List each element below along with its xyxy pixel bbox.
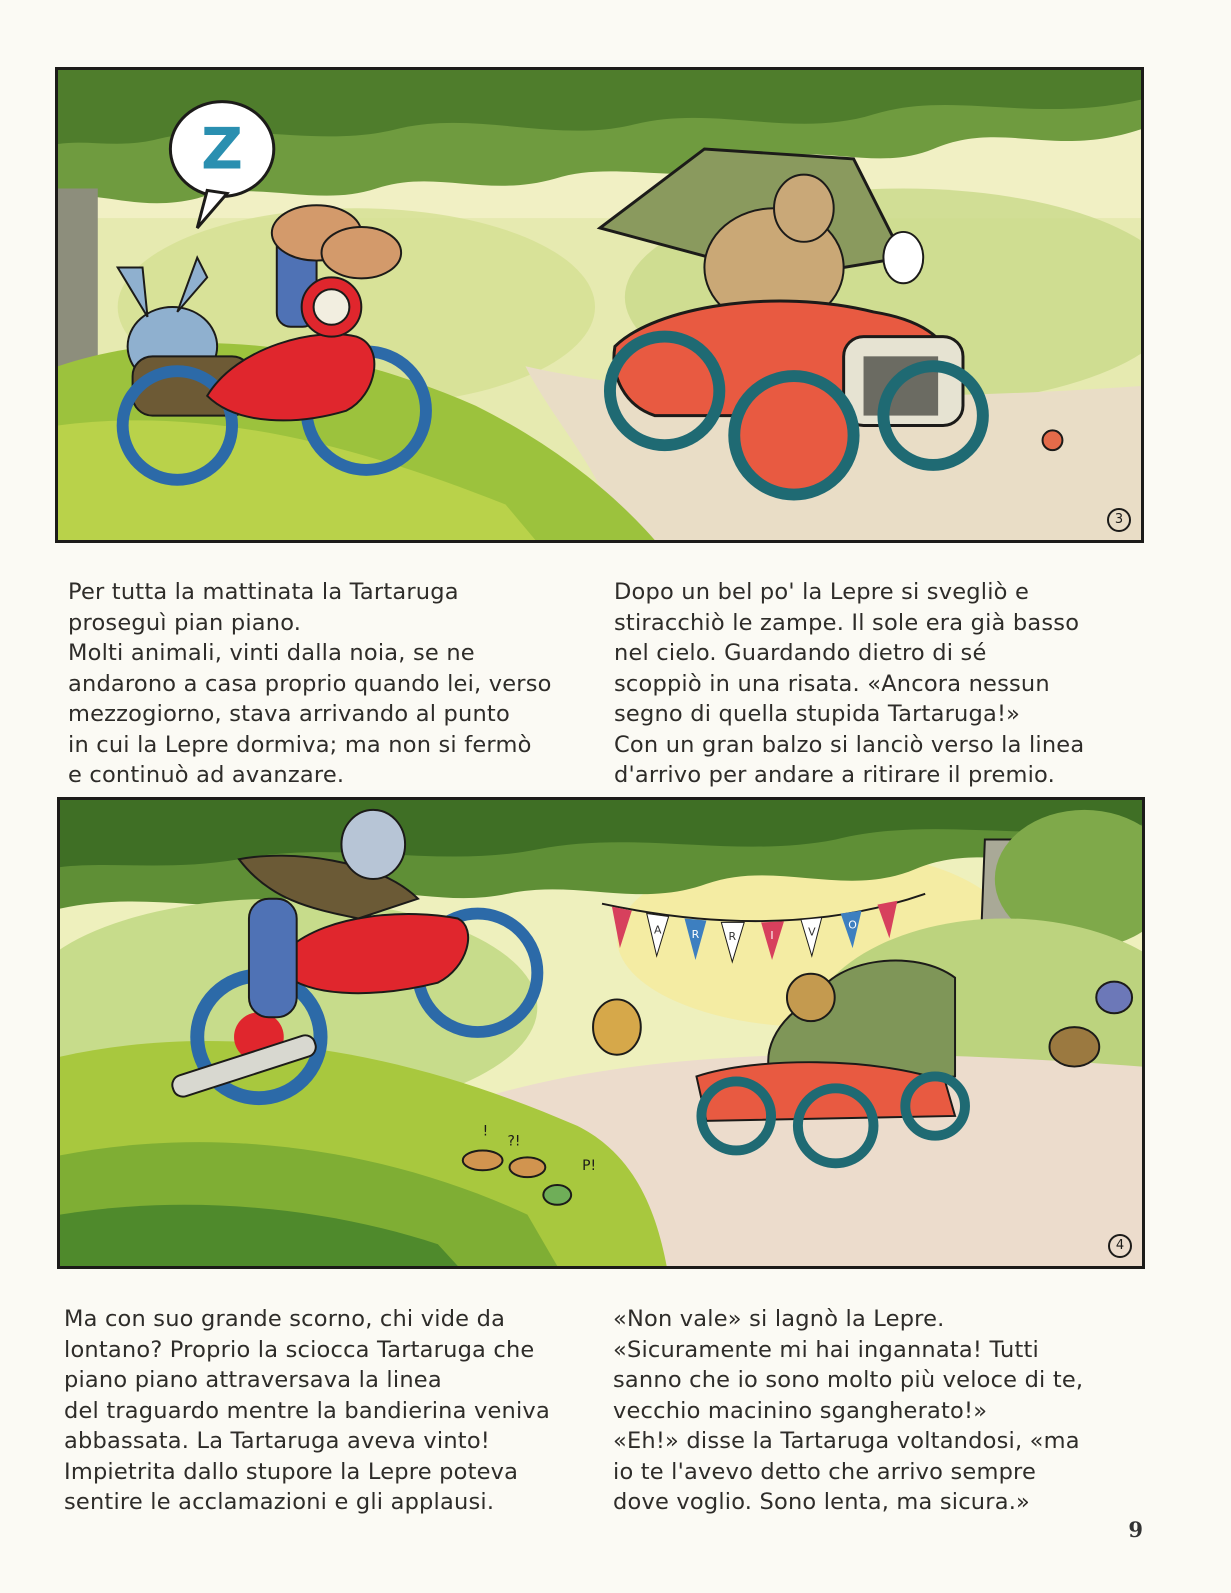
comic-panel-3 — [55, 67, 1144, 543]
critter-exclamation: ?! — [507, 1133, 521, 1150]
critter-exclamation: P! — [582, 1158, 597, 1175]
banner-letter: R — [691, 928, 700, 942]
panel-4-illustration — [60, 800, 1142, 1266]
text-line: dove voglio. Sono lenta, ma sicura.» — [613, 1489, 1031, 1515]
text-line: in cui la Lepre dormiva; ma non si fermò — [68, 731, 532, 758]
text-line: abbassata. La Tartaruga aveva vinto! — [64, 1428, 490, 1454]
speech-bubble-text: Z — [201, 115, 244, 183]
banner-letter: A — [653, 923, 662, 937]
text-line: Dopo un bel po' la Lepre si svegliò e — [614, 579, 1030, 605]
comic-panel-4 — [57, 797, 1145, 1269]
text-line: lontano? Proprio la sciocca Tartaruga che — [64, 1336, 535, 1363]
text-line: sentire le acclamazioni e gli applausi. — [64, 1489, 495, 1515]
banner-letter: I — [770, 929, 774, 943]
text-line: proseguì pian piano. — [68, 609, 302, 636]
text-line: stiracchiò le zampe. Il sole era già basso — [614, 609, 1080, 636]
text-line: Ma con suo grande scorno, chi vide da — [64, 1306, 506, 1332]
banner-letter: V — [808, 925, 816, 939]
text-line: sanno che io sono molto più veloce di te, — [613, 1367, 1084, 1393]
text-line: mezzogiorno, stava arrivando al punto — [68, 701, 510, 727]
text-line: «Non vale» si lagnò la Lepre. — [613, 1306, 945, 1332]
text-line: Molti animali, vinti dalla noia, se ne — [68, 640, 475, 666]
text-line: Con un gran balzo si lanciò verso la linea — [614, 731, 1085, 758]
banner-letter: O — [848, 918, 857, 932]
page-number: 9 — [1128, 1517, 1143, 1542]
text-line: del traguardo mentre la bandierina veniva — [64, 1397, 550, 1424]
text-line: Per tutta la mattinata la Tartaruga — [68, 579, 459, 605]
story-text-right-1 — [614, 577, 1144, 791]
text-line: Impietrita dallo stupore la Lepre poteva — [64, 1458, 519, 1485]
text-line: piano piano attraversava la linea — [64, 1367, 442, 1393]
banner-letter: R — [728, 930, 737, 944]
panel-3-illustration — [58, 70, 1141, 540]
text-line: andarono a casa proprio quando lei, verso — [68, 670, 552, 697]
text-line: e continuò ad avanzare. — [68, 762, 345, 788]
text-line: scoppiò in una risata. «Ancora nessun — [614, 670, 1050, 697]
text-line: nel cielo. Guardando dietro di sé — [614, 640, 987, 666]
text-line: io te l'avevo detto che arrivo sempre — [613, 1458, 1037, 1485]
story-text-right-2 — [613, 1304, 1143, 1518]
critter-exclamation: ! — [482, 1123, 489, 1140]
text-line: «Sicuramente mi hai ingannata! Tutti — [613, 1336, 1039, 1363]
text-line: vecchio macinino sgangherato!» — [613, 1397, 988, 1424]
text-line: segno di quella stupida Tartaruga!» — [614, 701, 1021, 727]
story-text-left-2 — [64, 1304, 604, 1518]
panel-number-3: 3 — [1107, 508, 1131, 532]
text-line: d'arrivo per andare a ritirare il premio. — [614, 762, 1055, 788]
panel-number-4: 4 — [1108, 1234, 1132, 1258]
text-line: «Eh!» disse la Tartaruga voltandosi, «ma — [613, 1428, 1080, 1454]
story-text-left-1 — [68, 577, 608, 791]
